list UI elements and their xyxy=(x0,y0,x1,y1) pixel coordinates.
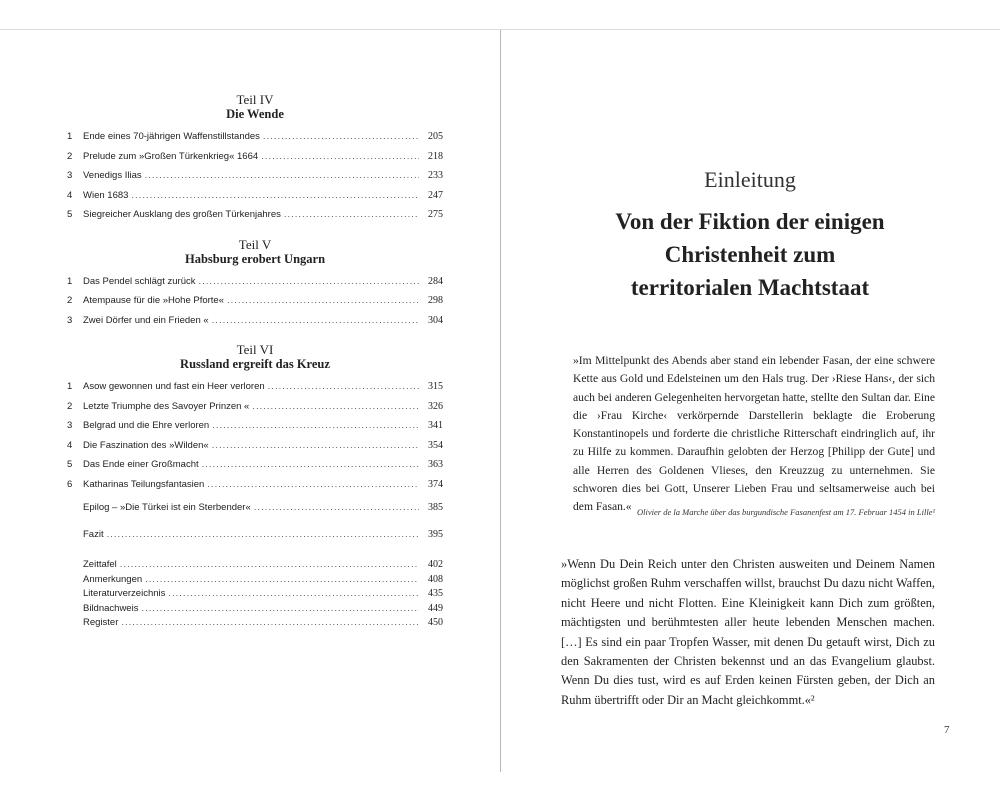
toc-entry xyxy=(67,401,443,421)
leader-dots xyxy=(199,459,419,470)
chapter-title-line: territorialen Machtstaat xyxy=(630,275,870,300)
entry-page: 284 xyxy=(428,275,443,287)
entry-page: 408 xyxy=(428,573,443,585)
leader-dots xyxy=(118,617,419,628)
toc-part-5 xyxy=(67,237,443,335)
entry-title: Letzte Triumphe des Savoyer Prinzen « xyxy=(83,400,250,412)
entry-number: 3 xyxy=(67,170,73,181)
entry-title: Katharinas Teilungsfantasien xyxy=(83,478,205,490)
toc-entry xyxy=(67,276,443,296)
entry-number: 2 xyxy=(67,295,73,306)
leader-dots xyxy=(138,603,419,614)
entry-number: 5 xyxy=(67,209,73,220)
leader-dots xyxy=(209,440,419,451)
entry-number: 2 xyxy=(67,150,73,162)
entry-number: 3 xyxy=(67,420,73,431)
toc-entry-fazit xyxy=(67,529,443,559)
entry-number: 5 xyxy=(67,459,73,470)
toc-entry xyxy=(67,420,443,440)
entry-title: Zeittafel xyxy=(83,559,117,570)
entry-page: 218 xyxy=(428,150,443,162)
part-number: Teil VI xyxy=(236,342,274,357)
book-spine xyxy=(500,30,501,772)
chapter-title-line: Christenheit zum xyxy=(664,242,836,267)
entry-title: Das Pendel schlägt zurück xyxy=(83,275,196,287)
leader-dots xyxy=(142,170,419,181)
entry-number: 3 xyxy=(67,314,73,326)
toc-entry xyxy=(67,131,443,151)
entry-page: 315 xyxy=(428,381,443,392)
entry-page: 275 xyxy=(428,209,443,220)
entry-title: Bildnachweis xyxy=(83,602,139,614)
chapter-title xyxy=(560,205,940,304)
leader-dots xyxy=(249,401,419,412)
chapter-title-line: Von der Fiktion der einigen xyxy=(615,209,885,234)
entry-number: 1 xyxy=(67,131,73,142)
toc-entry xyxy=(67,440,443,460)
toc-appendix xyxy=(67,559,443,632)
entry-title: Register xyxy=(83,617,119,628)
chapter-label: Einleitung xyxy=(704,167,796,192)
entry-page: 363 xyxy=(428,459,443,470)
entry-title: Ende eines 70-jährigen Waffenstillstandes xyxy=(83,131,260,142)
entry-title: Epilog – »Die Türkei ist ein Sterbender« xyxy=(83,502,251,513)
table-of-contents xyxy=(67,92,443,632)
leader-dots xyxy=(204,479,419,490)
page-number: 7 xyxy=(944,724,950,736)
entry-title: Die Faszination des »Wilden« xyxy=(83,439,209,451)
entry-page: 341 xyxy=(428,420,443,431)
leader-dots xyxy=(195,276,419,287)
leader-dots xyxy=(117,559,419,570)
toc-entry xyxy=(67,588,443,603)
entry-number: 1 xyxy=(67,275,73,287)
toc-entry xyxy=(67,315,443,335)
entry-number: 1 xyxy=(67,381,73,392)
entry-title: Belgrad und die Ehre verloren xyxy=(83,420,210,431)
entry-page: 449 xyxy=(428,602,443,614)
entry-title: Literaturverzeichnis xyxy=(83,588,166,599)
entry-title: Prelude zum »Großen Türkenkrieg« 1664 xyxy=(83,150,259,162)
entry-page: 205 xyxy=(428,131,443,142)
entry-page: 450 xyxy=(428,617,443,628)
part-title: Habsburg erobert Ungarn xyxy=(184,251,326,266)
leader-dots xyxy=(281,209,419,220)
entry-number: 4 xyxy=(67,439,73,451)
entry-page: 374 xyxy=(428,478,443,490)
toc-entry xyxy=(67,381,443,401)
entry-page: 395 xyxy=(428,529,443,540)
entry-title: Venedigs Ilias xyxy=(83,170,142,181)
toc-entry xyxy=(67,559,443,574)
entry-page: 247 xyxy=(428,189,443,201)
part-number: Teil V xyxy=(238,236,272,252)
toc-entry xyxy=(67,603,443,618)
part-number: Teil IV xyxy=(236,92,274,107)
entry-page: 354 xyxy=(428,439,443,451)
entry-title: Fazit xyxy=(83,529,104,540)
toc-entry-epilog xyxy=(67,498,443,529)
entry-title: Siegreicher Ausklang des großen Türkenjahres xyxy=(83,209,281,220)
toc-part-6 xyxy=(67,342,443,559)
entry-number: 2 xyxy=(67,400,73,412)
entry-page: 298 xyxy=(428,295,443,306)
entry-title: Asow gewonnen und fast ein Heer verloren xyxy=(83,381,265,392)
leader-dots xyxy=(165,588,419,599)
entry-title: Wien 1683 xyxy=(83,189,129,201)
entry-title: Anmerkungen xyxy=(83,573,143,585)
toc-entry xyxy=(67,479,443,499)
toc-entry xyxy=(67,151,443,171)
toc-entry xyxy=(67,190,443,210)
leader-dots xyxy=(258,151,419,162)
toc-entry xyxy=(67,574,443,589)
leader-dots xyxy=(260,131,419,142)
toc-entry xyxy=(67,295,443,315)
toc-entry xyxy=(67,617,443,632)
entry-title: Zwei Dörfer und ein Frieden « xyxy=(83,314,209,326)
entry-number: 6 xyxy=(67,478,73,490)
leader-dots xyxy=(251,502,419,513)
leader-dots xyxy=(142,574,419,585)
toc-entry xyxy=(67,209,443,229)
part-title: Russland ergreift das Kreuz xyxy=(180,357,330,371)
leader-dots xyxy=(209,420,419,431)
leader-dots xyxy=(265,381,419,392)
epigraph-attribution: Olivier de la Marche über das burgundische Fasanenfest am 17. Februar 1454 in Lille¹ xyxy=(637,507,935,517)
part-title: Die Wende xyxy=(226,107,284,121)
entry-number: 4 xyxy=(67,189,73,201)
entry-title: Atempause für die »Hohe Pforte« xyxy=(83,295,225,306)
entry-page: 326 xyxy=(428,400,443,412)
entry-page: 304 xyxy=(428,314,443,326)
leader-dots xyxy=(224,295,419,306)
epigraph-quote: »Im Mittelpunkt des Abends aber stand ein lebender Fasan, der eine schwere Kette aus Gold und Edelsteinen um den Hals trug. Der ›Riese Hans‹, der sich auch bei anderen Gelegenheiten hervorgetan hatte, stellte den Sultan dar. Eine die ›Frau Kirche‹ verkörpernde Darstellerin beklagte die Eroberung Konstantinopels und forderte die christliche Ritterschaft eindringlich auf, ihr zu Hilfe zu kommen. Daraufhin gelobten der Herzog [Philipp der Gute] und alle Herren des Goldenen Vlieses, den Kreuzzug zu unternehmen. Sie schworen dies bei Gott, Unserer Lieben Frau und seltsamerweise auch bei dem Fasan.« xyxy=(573,354,935,514)
body-quote: »Wenn Du Dein Reich unter den Christen ausweiten und Deinem Namen möglichst großen Ruhm verschaffen willst, brauchst Du dazu nicht Waffen, nicht Heere und nicht Flotten. Eine Kleinigkeit kann Dich zum größten, mächtigsten und berühmtesten aller heute lebenden Menschen machen. […] Es sind ein paar Tropfen Wasser, mit denen Du getauft wirst, Dich zu den Sakramenten der Christen bekennst und an das Evangelium glaubst. Wenn Du dies tust, wird es auf Erden keinen Fürsten geben, der Dich an Ruhm übertrifft oder Dir an Macht gleichkommt.«² xyxy=(561,557,935,707)
entry-title: Das Ende einer Großmacht xyxy=(83,459,199,470)
leader-dots xyxy=(128,190,419,201)
toc-entry xyxy=(67,459,443,479)
entry-page: 233 xyxy=(428,170,443,181)
leader-dots xyxy=(209,315,419,326)
entry-page: 385 xyxy=(428,502,443,513)
toc-entry xyxy=(67,170,443,190)
entry-page: 435 xyxy=(428,588,443,599)
entry-page: 402 xyxy=(428,559,443,570)
toc-part-4 xyxy=(67,92,443,229)
leader-dots xyxy=(104,529,419,540)
